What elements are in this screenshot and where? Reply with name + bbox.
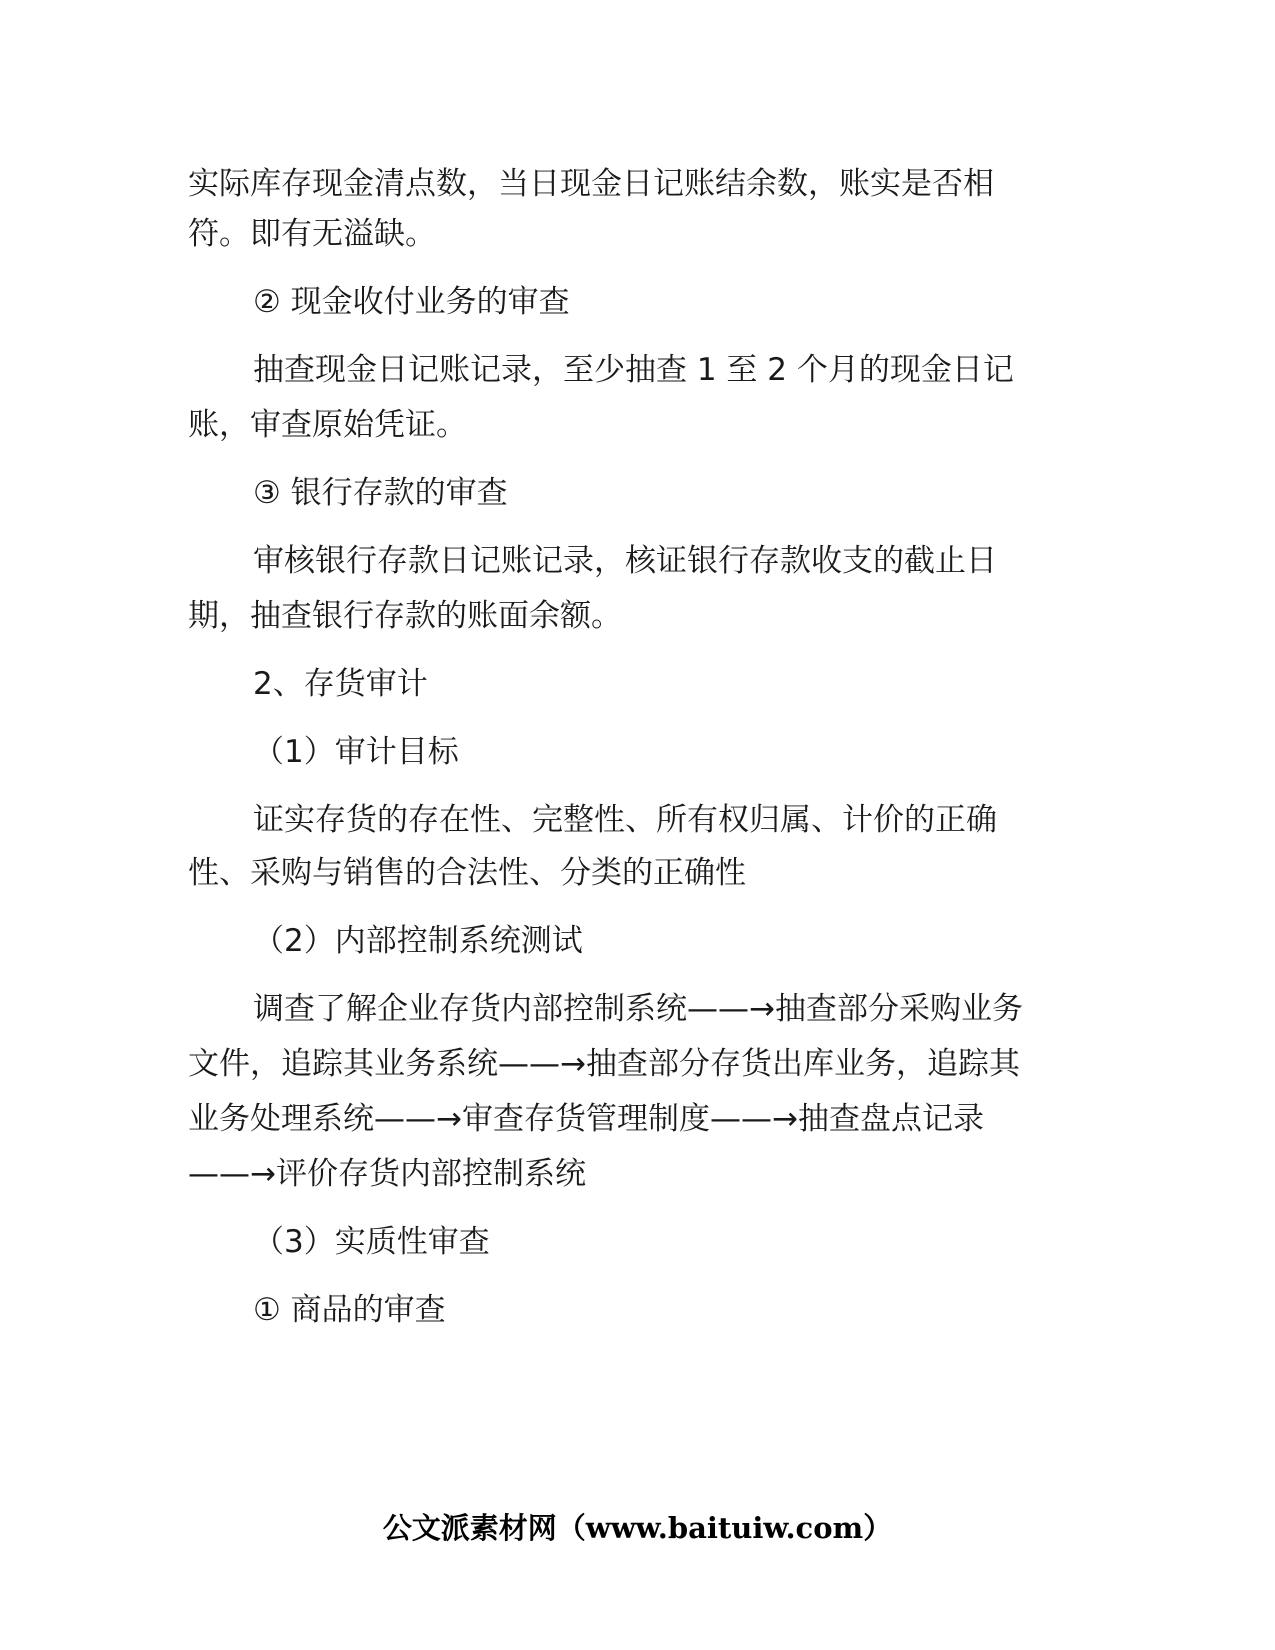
footer-source: 公文派素材网（www.baituiw.com） [382,1511,893,1545]
paragraph-line: ——→评价存货内部控制系统 [188,1156,586,1192]
paragraph-line: 抽查现金日记账记录，至少抽查 1 至 2 个月的现金日记 [253,352,1014,388]
paragraph-line: 期，抽查银行存款的账面余额。 [188,598,622,634]
subheading: ② 现金收付业务的审查 [253,284,570,320]
subheading: （3）实质性审查 [253,1224,490,1260]
subheading: ③ 银行存款的审查 [253,475,508,511]
subheading: （2）内部控制系统测试 [253,923,583,959]
paragraph-line: 符。即有无溢缺。 [188,216,436,252]
subheading: ① 商品的审查 [253,1292,446,1328]
paragraph-line: 调查了解企业存货内部控制系统——→抽查部分采购业务 [253,991,1023,1027]
paragraph-line: 业务处理系统——→审查存货管理制度——→抽查盘点记录 [188,1101,984,1137]
paragraph-line: 账，审查原始凭证。 [188,407,467,443]
subheading: （1）审计目标 [253,734,459,770]
paragraph-line: 实际库存现金清点数，当日现金日记账结余数，账实是否相 [188,166,994,202]
paragraph-line: 证实存货的存在性、完整性、所有权归属、计价的正确 [253,802,997,838]
paragraph-line: 审核银行存款日记账记录，核证银行存款收支的截止日 [253,543,997,579]
section-heading: 2、存货审计 [253,666,428,702]
paragraph-line: 文件，追踪其业务系统——→抽查部分存货出库业务，追踪其 [188,1046,1020,1082]
paragraph-line: 性、采购与销售的合法性、分类的正确性 [188,855,746,891]
